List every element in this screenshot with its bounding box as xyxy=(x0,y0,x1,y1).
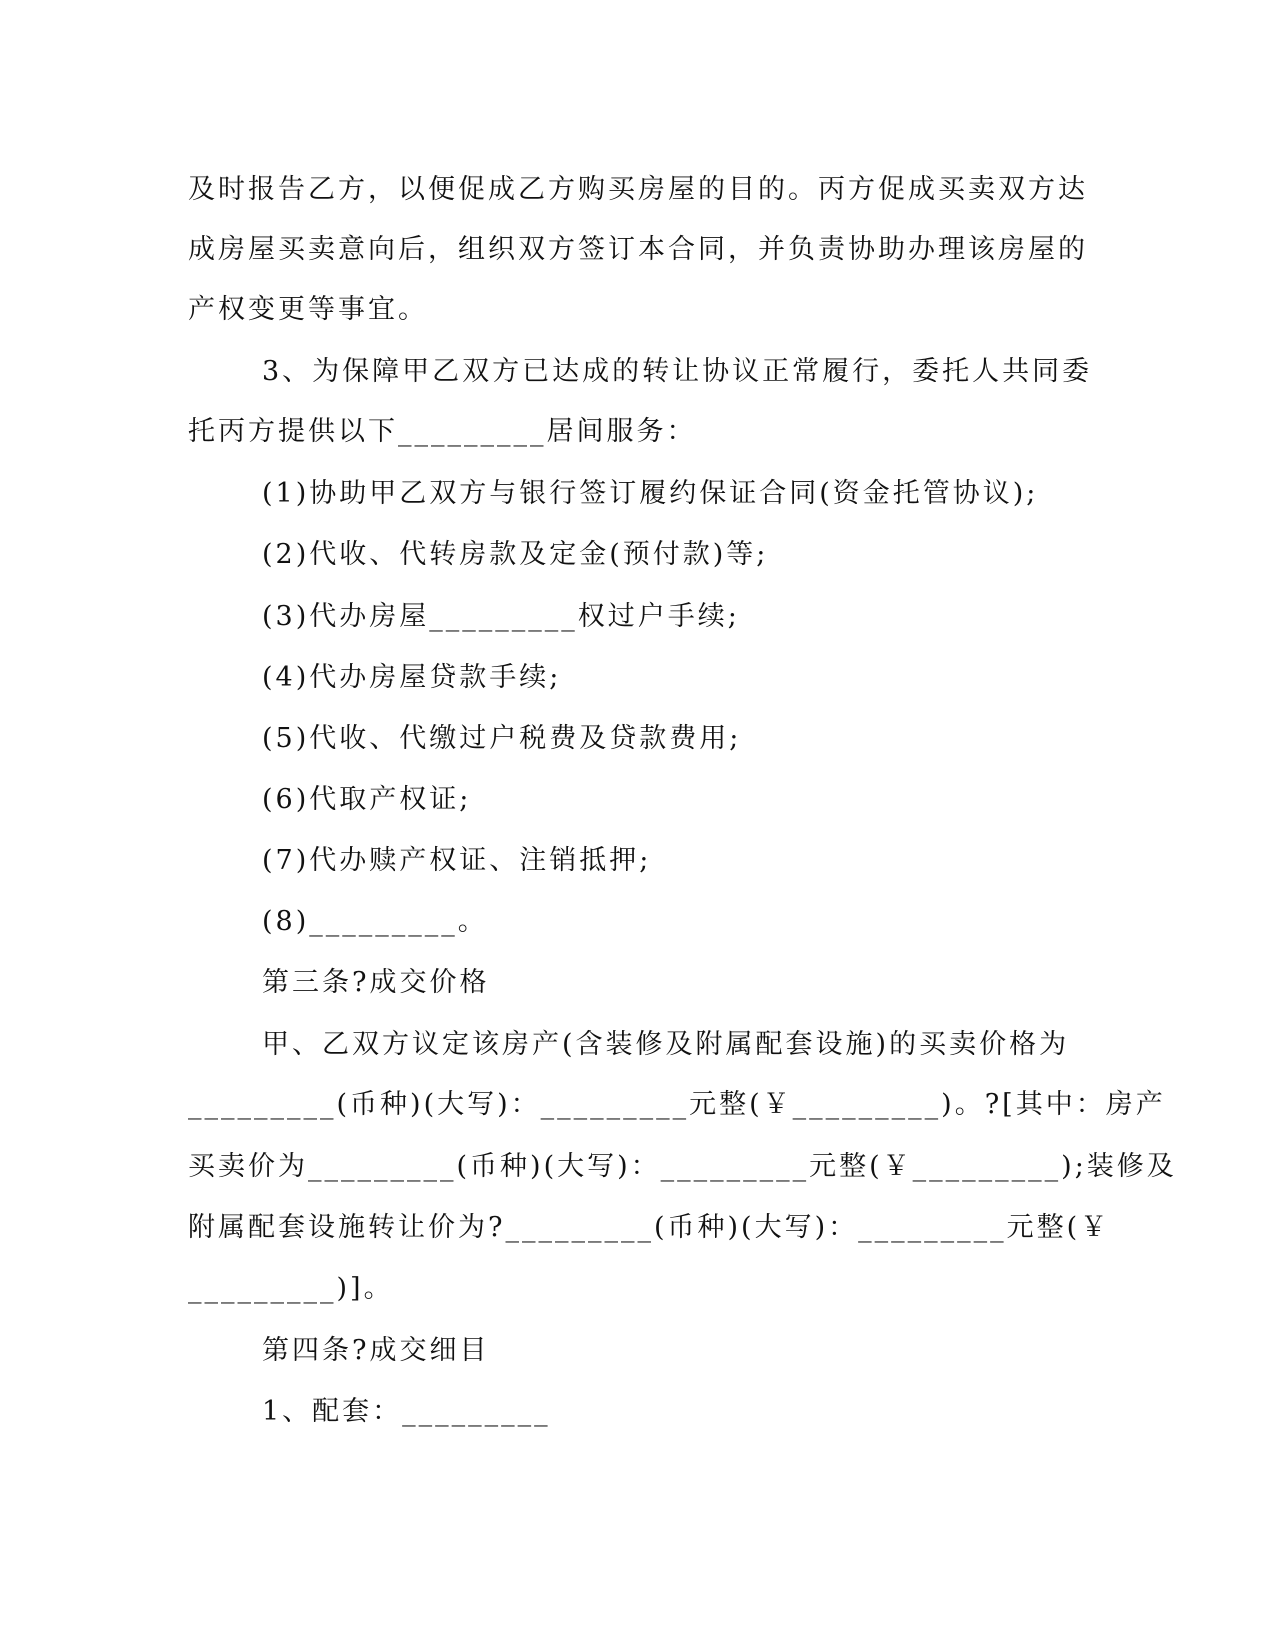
paragraph-line: _________(币种)(大写)：_________元整(￥_________)。?[其中：房产 xyxy=(188,1089,1166,1120)
paragraph-line: 甲、乙双方议定该房产(含装修及附属配套设施)的买卖价格为 xyxy=(262,1029,1070,1060)
paragraph-line: _________)]。 xyxy=(188,1273,394,1304)
paragraph-line: 成房屋买卖意向后，组织双方签订本合同，并负责协助办理该房屋的 xyxy=(188,234,1088,265)
paragraph-line: 产权变更等事宜。 xyxy=(188,294,428,325)
paragraph-line: 买卖价为_________(币种)(大写)：_________元整(￥_________);装修及 xyxy=(188,1151,1177,1182)
list-item: (2)代收、代转房款及定金(预付款)等; xyxy=(262,539,769,570)
list-item: (8)_________。 xyxy=(262,906,488,937)
list-item: (6)代取产权证; xyxy=(262,784,472,815)
paragraph-line: 托丙方提供以下_________居间服务： xyxy=(188,416,697,447)
list-item: (5)代收、代缴过户税费及贷款费用; xyxy=(262,723,742,754)
list-item: (1)协助甲乙双方与银行签订履约保证合同(资金托管协议); xyxy=(262,478,1039,509)
paragraph-line: 3、为保障甲乙双方已达成的转让协议正常履行，委托人共同委 xyxy=(262,356,1093,387)
list-item: (4)代办房屋贷款手续; xyxy=(262,662,562,693)
list-item: (3)代办房屋_________权过户手续; xyxy=(262,601,740,632)
section-heading: 第四条?成交细目 xyxy=(262,1335,490,1366)
paragraph-line: 及时报告乙方，以便促成乙方购买房屋的目的。丙方促成买卖双方达 xyxy=(188,174,1088,205)
paragraph-line: 附属配套设施转让价为?_________(币种)(大写)：_________元整(￥ xyxy=(188,1212,1111,1243)
list-item: (7)代办赎产权证、注销抵押; xyxy=(262,845,652,876)
section-heading: 第三条?成交价格 xyxy=(262,967,490,998)
list-item: 1、配套：_________ xyxy=(262,1396,551,1427)
